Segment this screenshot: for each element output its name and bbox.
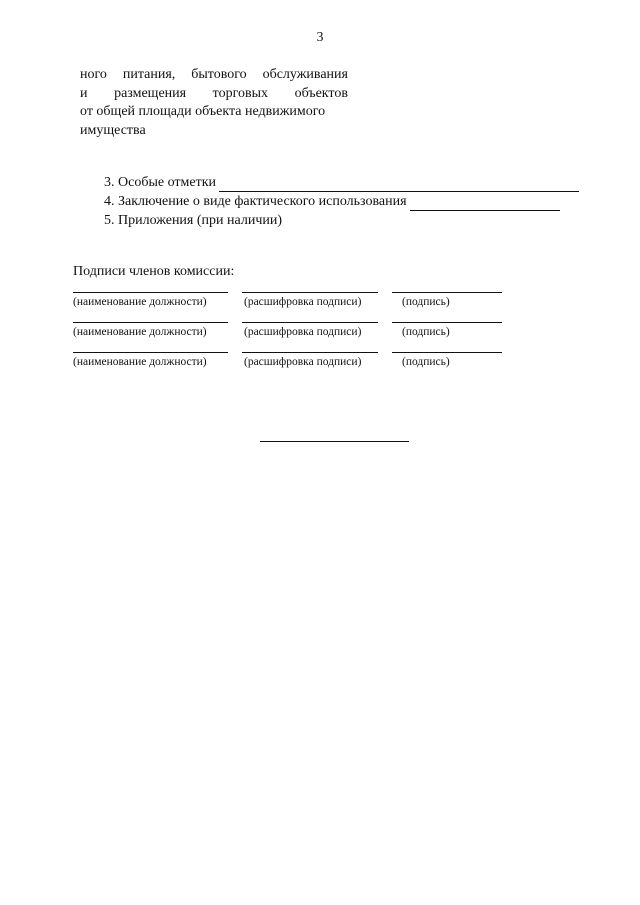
decoding-line[interactable] xyxy=(242,352,378,353)
word: бытового xyxy=(191,67,247,82)
word: размещения xyxy=(114,85,187,101)
signature-line[interactable] xyxy=(392,352,502,353)
item-label: 3. Особые отметки xyxy=(104,175,216,190)
position-label: (наименование должности) xyxy=(73,296,207,308)
item-conclusion xyxy=(104,193,560,211)
decoding-line[interactable] xyxy=(242,292,378,293)
signature-label: (подпись) xyxy=(402,296,450,308)
item-special-notes xyxy=(104,174,579,192)
continuation-paragraph xyxy=(80,66,348,140)
decoding-label: (расшифровка подписи) xyxy=(244,326,362,338)
item-label: 5. Приложения (при наличии) xyxy=(104,213,283,228)
signature-row xyxy=(0,322,640,352)
position-label: (наименование должности) xyxy=(73,326,207,338)
position-label: (наименование должности) xyxy=(73,356,207,368)
word: и xyxy=(80,85,88,101)
word: ного xyxy=(80,67,107,82)
continuation-line-2 xyxy=(80,85,348,104)
item-label: 4. Заключение о виде фактического использования xyxy=(104,194,407,209)
position-line[interactable] xyxy=(73,292,228,293)
conclusion-fill-line[interactable] xyxy=(410,197,560,211)
signatures-title: Подписи членов комиссии: xyxy=(73,264,235,279)
position-line[interactable] xyxy=(73,352,228,353)
signature-label: (подпись) xyxy=(402,326,450,338)
special-notes-fill-line[interactable] xyxy=(219,178,579,192)
signature-line[interactable] xyxy=(392,292,502,293)
continuation-line-1 xyxy=(80,66,348,85)
signature-label: (подпись) xyxy=(402,356,450,368)
position-line[interactable] xyxy=(73,322,228,323)
word: торговых xyxy=(212,85,269,101)
continuation-line-3: от общей площади объекта недвижимого xyxy=(80,104,326,119)
decoding-label: (расшифровка подписи) xyxy=(244,296,362,308)
signature-row xyxy=(0,352,640,382)
page-number: 3 xyxy=(316,30,324,45)
signature-row xyxy=(0,292,640,322)
decoding-line[interactable] xyxy=(242,322,378,323)
word: объектов xyxy=(294,85,348,101)
continuation-line-4: имущества xyxy=(80,122,146,138)
signature-line[interactable] xyxy=(392,322,502,323)
decoding-label: (расшифровка подписи) xyxy=(244,356,362,368)
word: питания, xyxy=(122,67,176,82)
end-of-document-rule xyxy=(260,441,409,442)
item-attachments xyxy=(104,212,282,230)
word: обслуживания xyxy=(262,67,348,82)
